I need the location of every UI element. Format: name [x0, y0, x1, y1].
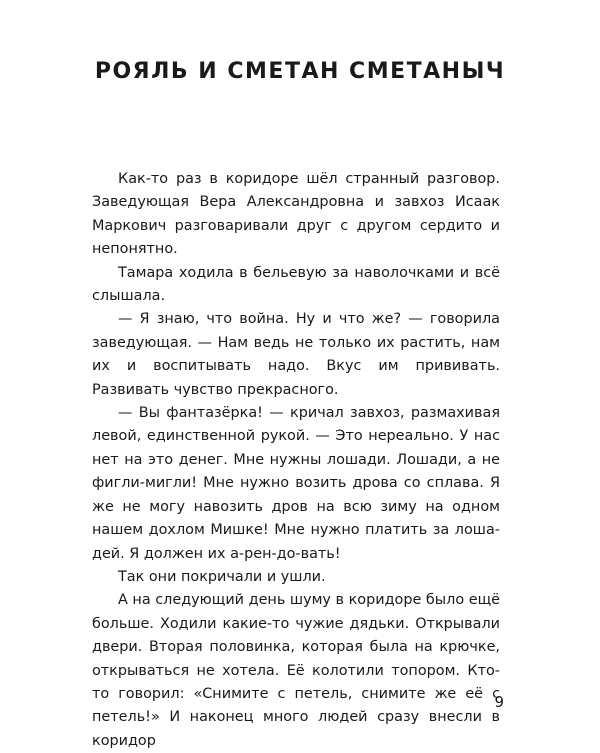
page-number: 9 — [494, 693, 504, 711]
paragraph-2: Тамара ходила в бельевую за наволочками и всё слышала. — [92, 264, 500, 305]
chapter-text — [92, 168, 500, 753]
paragraph-6: А на следующий день шуму в коридоре было ещё больше. Ходили какие-то чужие дядьки. Открывали двери. Вторая половинка, которая была на крючке, открываться не хотела. Её колотили топором. Кто-то говорил: «Снимите с петель, снимите же её с петель!» И наконец много людей сразу внесли в коридор — [92, 592, 500, 749]
paragraph-1: Как-то раз в коридоре шёл странный разговор. Заведующая Вера Александровна и завхоз Исаак Маркович разговаривали друг с другом сердито и непонятно. — [92, 171, 500, 258]
paragraph-3: — Я знаю, что война. Ну и что же? — говорила заведующая. — Нам ведь не только их растить, нам их и воспитывать надо. Вкус им прививать. Развивать чувство прекрасного. — [92, 311, 500, 398]
paragraph-5: Так они покричали и ушли. — [118, 568, 326, 585]
paragraph-4: — Вы фантазёрка! — кричал завхоз, размахивая левой, единственной рукой. — Это нереально. У нас нет на это денег. Мне нужны лошади. Лошади, а не фигли-мигли! Мне нужно возить дрова со сплава. Я же не могу навозить дров на всю зиму на одном нашем дохлом Мишке! Мне нужно платить за лошадей. Я должен их а-рен-до-вать! — [92, 405, 500, 562]
chapter-title: РОЯЛЬ И СМЕТАН СМЕТАНЫЧ — [94, 59, 506, 84]
